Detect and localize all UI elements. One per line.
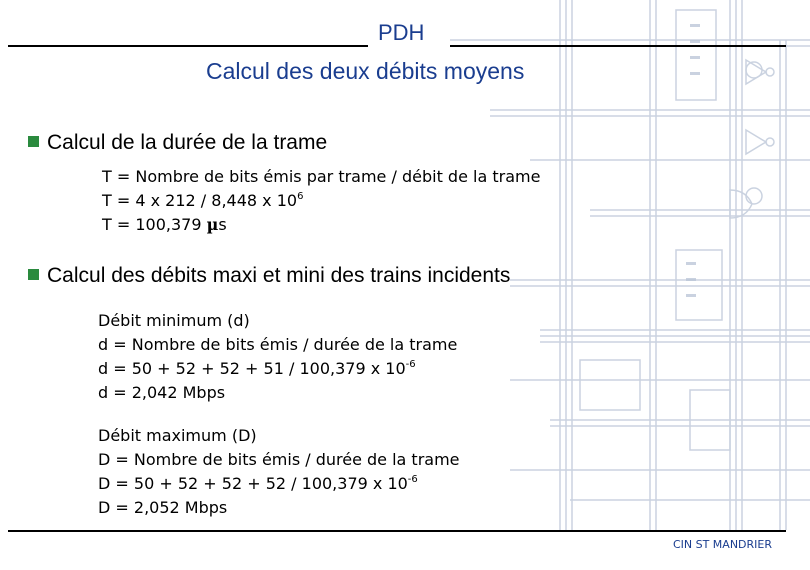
footer-rule <box>8 530 786 532</box>
section-heading-debits <box>28 264 510 288</box>
formula-line: Débit minimum (d) <box>98 311 250 330</box>
title-rule-right <box>450 45 786 47</box>
formula-line: d = 50 + 52 + 52 + 51 / 100,379 x $10^{-6}$ <box>98 359 416 378</box>
exponent: 6 <box>297 191 304 202</box>
exponent: -6 <box>405 359 416 370</box>
debit-max-block <box>98 424 460 520</box>
formula-line: D = 50 + 52 + 52 + 52 / 100,379 x $10^{-6}$ <box>98 474 418 493</box>
formula-line: Débit maximum (D) <box>98 426 257 445</box>
square-bullet-icon <box>28 269 39 280</box>
duree-formula-block <box>102 165 540 237</box>
page-title: PDH <box>378 20 425 45</box>
mu-symbol: µ <box>206 215 219 234</box>
formula-line: d = Nombre de bits émis / durée de la trame <box>98 335 458 354</box>
formula-line: T = 100,379 µs <box>102 215 227 234</box>
title-rule-left <box>8 45 368 47</box>
square-bullet-icon <box>28 136 39 147</box>
formula-line: d = 2,042 Mbps <box>98 383 226 402</box>
formula-line: D = Nombre de bits émis / durée de la trame <box>98 450 460 469</box>
section-heading-duree <box>28 131 327 155</box>
formula-line: D = 2,052 Mbps <box>98 498 228 517</box>
section-heading-text: Calcul des débits maxi et mini des trains incidents <box>47 264 511 287</box>
exponent: -6 <box>407 474 418 485</box>
page-subtitle: Calcul des deux débits moyens <box>206 58 525 84</box>
formula-line: T = Nombre de bits émis par trame / débit de la trame <box>102 167 541 186</box>
section-heading-text: Calcul de la durée de la trame <box>47 131 328 154</box>
formula-line: T = 4 x 212 / 8,448 x $10^6$ <box>102 191 304 210</box>
debit-min-block <box>98 309 457 405</box>
title-row <box>8 20 786 50</box>
footer-label: CIN ST MANDRIER <box>672 538 772 551</box>
